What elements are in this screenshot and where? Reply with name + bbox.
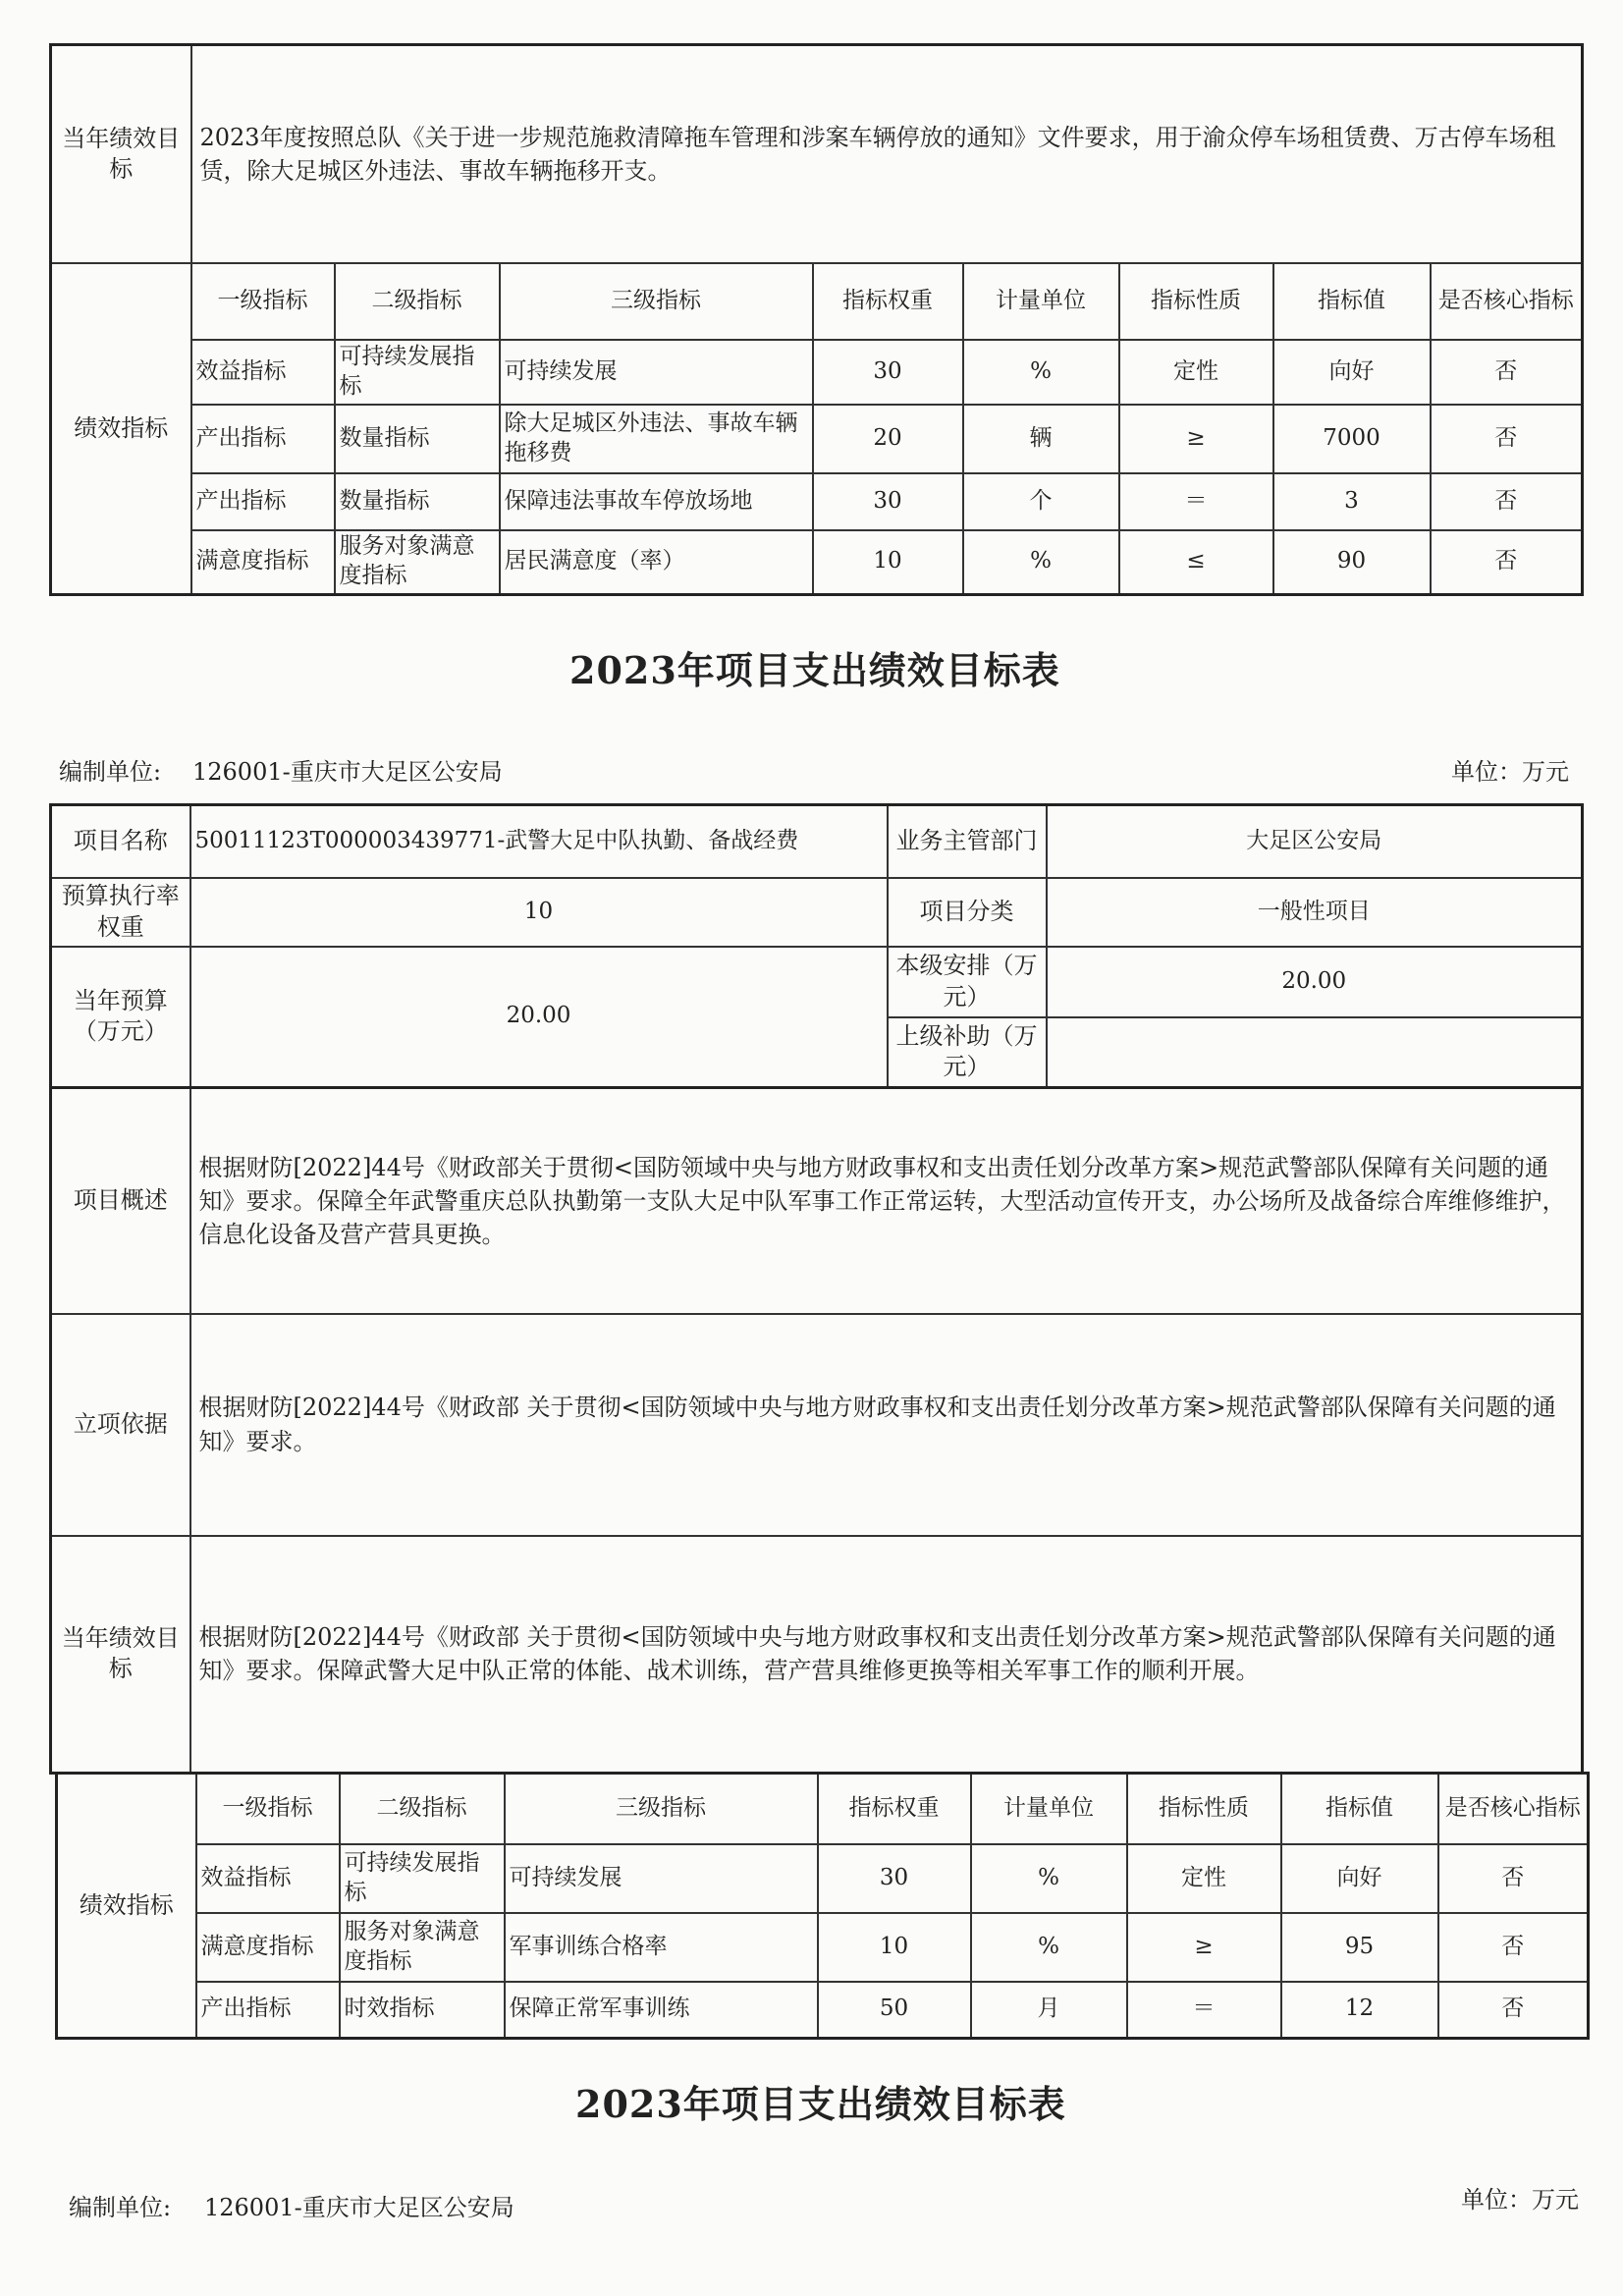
cell: 10 <box>813 530 963 595</box>
section-title-3: 2023年项目支出绩效目标表 <box>575 2082 1066 2126</box>
cell: 否 <box>1431 340 1583 405</box>
goal-text: 2023年度按照总队《关于进一步规范施救清障拖车管理和涉案车辆停放的通知》文件要求，用于渝众停车场租赁费、万古停车场租赁，除大足城区外违法、事故车辆拖移开支。 <box>191 45 1583 263</box>
local-label: 本级安排（万元） <box>888 947 1047 1017</box>
table-row <box>57 1982 1589 2039</box>
cell: 辆 <box>963 405 1119 473</box>
cell: 50 <box>818 1982 971 2039</box>
cell: 30 <box>818 1844 971 1913</box>
cell: 95 <box>1281 1913 1438 1982</box>
cell: 10 <box>818 1913 971 1982</box>
cell: 居民满意度（率） <box>500 530 813 595</box>
perf-label: 绩效指标 <box>57 1774 196 2039</box>
cell: 30 <box>813 340 963 405</box>
cell: % <box>963 530 1119 595</box>
header-cell: 是否核心指标 <box>1438 1774 1589 1844</box>
cell: 保障违法事故车停放场地 <box>500 473 813 530</box>
goal-text: 根据财防[2022]44号《财政部 关于贯彻<国防领域中央与地方财政事权和支出责任划分改革方案>规范武警部队保障有关问题的通知》要求。保障武警大足中队正常的体能、战术训练，营产营具维修更换等相关军事工作的顺利开展。 <box>190 1536 1583 1774</box>
header-cell: 指标性质 <box>1119 263 1273 340</box>
cell: 否 <box>1431 405 1583 473</box>
header-cell: 是否核心指标 <box>1431 263 1583 340</box>
cell: 定性 <box>1119 340 1273 405</box>
basis-text: 根据财防[2022]44号《财政部 关于贯彻<国防领域中央与地方财政事权和支出责任划分改革方案>规范武警部队保障有关问题的通知》要求。 <box>190 1314 1583 1536</box>
org-unit-label-3: 编制单位: <box>69 2194 172 2221</box>
cell: ≥ <box>1119 405 1273 473</box>
cell: 服务对象满意度指标 <box>340 1913 505 1982</box>
project-table <box>49 803 1584 1089</box>
cell: % <box>963 340 1119 405</box>
cell: 否 <box>1438 1913 1589 1982</box>
currency-unit-3: 单位：万元 <box>1461 2186 1579 2214</box>
cell: ≤ <box>1119 530 1273 595</box>
exec-rate-label: 预算执行率权重 <box>51 878 190 947</box>
section-title: 2023年项目支出绩效目标表 <box>569 648 1060 692</box>
cell: 除大足城区外违法、事故车辆拖移费 <box>500 405 813 473</box>
header-cell: 三级指标 <box>500 263 813 340</box>
org-unit-name: 126001-重庆市大足区公安局 <box>192 758 503 786</box>
cell: % <box>971 1844 1127 1913</box>
cell: 保障正常军事训练 <box>505 1982 818 2039</box>
category-label: 项目分类 <box>888 878 1047 947</box>
currency-unit: 单位：万元 <box>1451 758 1569 786</box>
cell: 数量指标 <box>335 473 500 530</box>
cell: 效益指标 <box>191 340 335 405</box>
cell: 定性 <box>1127 1844 1281 1913</box>
cell: 产出指标 <box>191 405 335 473</box>
dept-value: 大足区公安局 <box>1047 805 1583 878</box>
upper-label: 上级补助（万元） <box>888 1017 1047 1088</box>
header-cell: 三级指标 <box>505 1774 818 1844</box>
table-row <box>51 530 1583 595</box>
cell: 可持续发展指标 <box>340 1844 505 1913</box>
overview-label: 项目概述 <box>51 1088 190 1314</box>
project-name: 50011123T000003439771-武警大足中队执勤、备战经费 <box>190 805 888 878</box>
cell: 3 <box>1273 473 1431 530</box>
cell: ≥ <box>1127 1913 1281 1982</box>
header-cell: 指标权重 <box>813 263 963 340</box>
project-name-label: 项目名称 <box>51 805 190 878</box>
cell: 数量指标 <box>335 405 500 473</box>
header-cell: 一级指标 <box>196 1774 340 1844</box>
table-row <box>57 1913 1589 1982</box>
cell: 产出指标 <box>191 473 335 530</box>
header-cell: 计量单位 <box>971 1774 1127 1844</box>
cell: 可持续发展指标 <box>335 340 500 405</box>
org-unit-label: 编制单位: <box>59 758 162 786</box>
cell: 向好 <box>1281 1844 1438 1913</box>
cell: 月 <box>971 1982 1127 2039</box>
cell: 满意度指标 <box>196 1913 340 1982</box>
cell: 军事训练合格率 <box>505 1913 818 1982</box>
local-value: 20.00 <box>1047 947 1583 1017</box>
cell: 90 <box>1273 530 1431 595</box>
dept-label: 业务主管部门 <box>888 805 1047 878</box>
header-cell: 二级指标 <box>335 263 500 340</box>
perf-label: 绩效指标 <box>51 263 191 595</box>
cell: 20 <box>813 405 963 473</box>
basis-label: 立项依据 <box>51 1314 190 1536</box>
cell: ＝ <box>1127 1982 1281 2039</box>
table-row <box>51 473 1583 530</box>
cell: 效益指标 <box>196 1844 340 1913</box>
table-row <box>57 1844 1589 1913</box>
cell: 个 <box>963 473 1119 530</box>
header-cell: 计量单位 <box>963 263 1119 340</box>
header-cell: 指标值 <box>1273 263 1431 340</box>
exec-rate-value: 10 <box>190 878 888 947</box>
perf-table-2 <box>55 1772 1590 2040</box>
cell: 向好 <box>1273 340 1431 405</box>
cell: 否 <box>1431 473 1583 530</box>
upper-value <box>1047 1017 1583 1088</box>
project-text-table <box>49 1086 1584 1775</box>
table-row <box>51 340 1583 405</box>
budget-value: 20.00 <box>190 947 888 1088</box>
cell: 12 <box>1281 1982 1438 2039</box>
cell: 满意度指标 <box>191 530 335 595</box>
goal-table-1 <box>49 43 1584 596</box>
cell: 产出指标 <box>196 1982 340 2039</box>
cell: 可持续发展 <box>500 340 813 405</box>
header-cell: 二级指标 <box>340 1774 505 1844</box>
cell: 7000 <box>1273 405 1431 473</box>
cell: ＝ <box>1119 473 1273 530</box>
org-unit-name-3: 126001-重庆市大足区公安局 <box>204 2194 514 2221</box>
cell: 服务对象满意度指标 <box>335 530 500 595</box>
budget-label: 当年预算（万元） <box>51 947 190 1088</box>
cell: 否 <box>1431 530 1583 595</box>
header-cell: 一级指标 <box>191 263 335 340</box>
header-cell: 指标权重 <box>818 1774 971 1844</box>
header-cell: 指标值 <box>1281 1774 1438 1844</box>
cell: 时效指标 <box>340 1982 505 2039</box>
overview-text: 根据财防[2022]44号《财政部关于贯彻<国防领域中央与地方财政事权和支出责任划分改革方案>规范武警部队保障有关问题的通知》要求。保障全年武警重庆总队执勤第一支队大足中队军事工作正常运转，大型活动宣传开支，办公场所及战备综合库维修维护，信息化设备及营产营具更换。 <box>190 1088 1583 1314</box>
header-cell: 指标性质 <box>1127 1774 1281 1844</box>
goal-label: 当年绩效目标 <box>51 45 191 263</box>
goal-label: 当年绩效目标 <box>51 1536 190 1774</box>
cell: 30 <box>813 473 963 530</box>
category-value: 一般性项目 <box>1047 878 1583 947</box>
cell: 可持续发展 <box>505 1844 818 1913</box>
cell: 否 <box>1438 1982 1589 2039</box>
cell: 否 <box>1438 1844 1589 1913</box>
cell: % <box>971 1913 1127 1982</box>
table-row <box>51 405 1583 473</box>
